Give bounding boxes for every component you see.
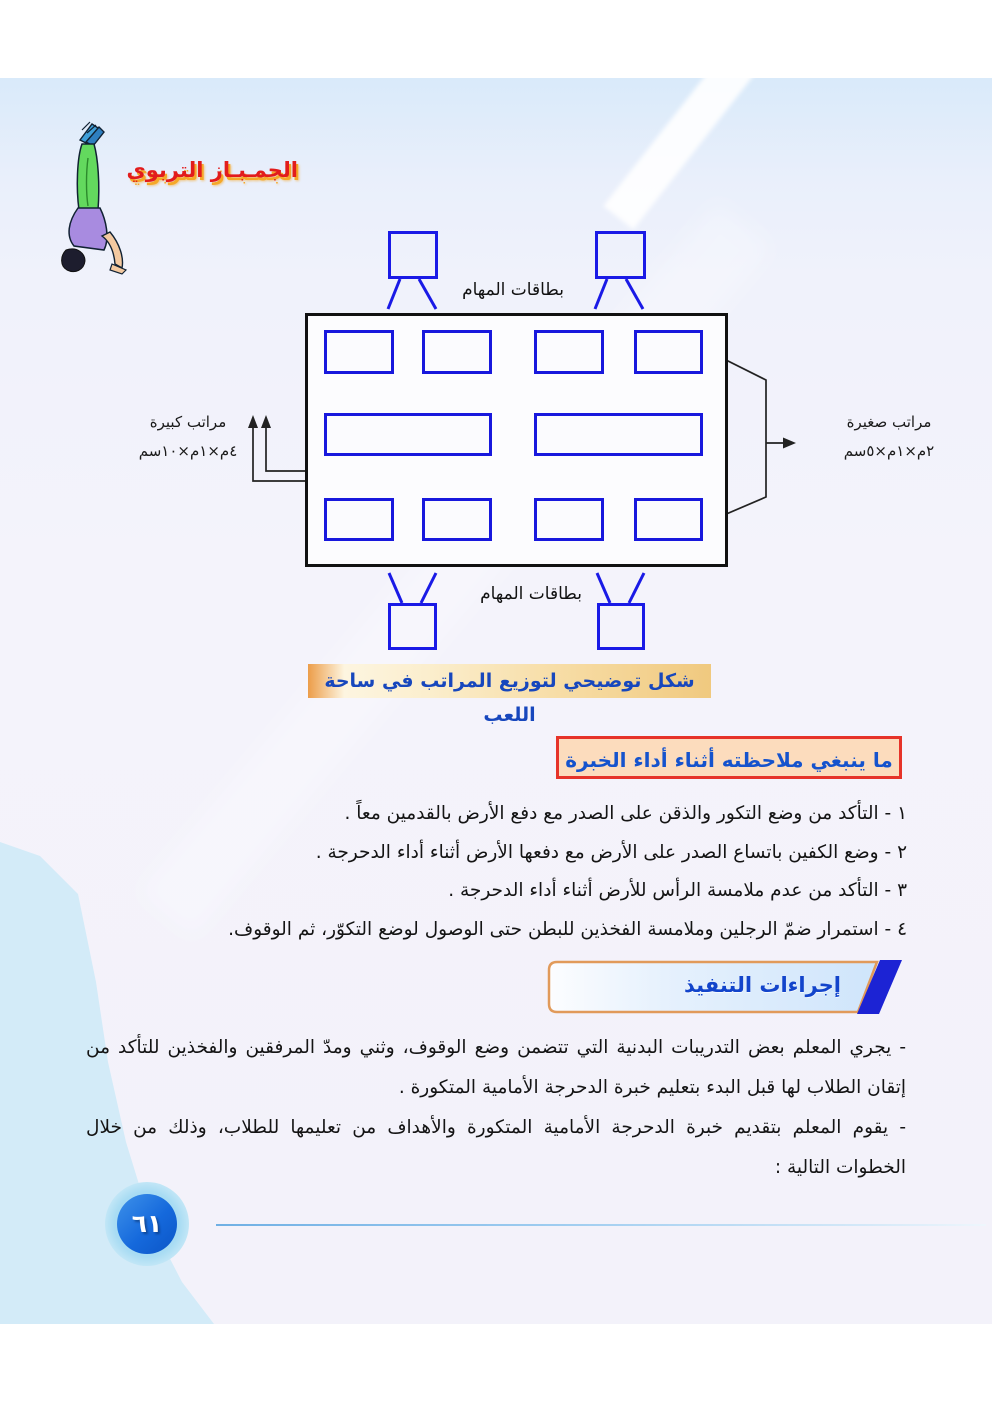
small-mat <box>422 330 492 374</box>
figure-caption: شكل توضيحي لتوزيع المراتب في ساحة اللعب <box>308 664 711 698</box>
task-card-stand <box>595 231 646 279</box>
procedures-paragraphs <box>86 1028 906 1188</box>
small-mat <box>634 498 703 541</box>
large-mat <box>324 413 492 456</box>
observation-item: ٣ - التأكد من عدم ملامسة الرأس للأرض أثناء أداء الدحرجة . <box>448 880 907 901</box>
small-mat <box>534 498 604 541</box>
page-title: الجمـبـاز التربوي <box>126 158 298 182</box>
task-card-stand <box>388 231 438 279</box>
small-mat <box>324 498 394 541</box>
page-number: ٦١ <box>117 1194 177 1254</box>
small-mat <box>422 498 492 541</box>
small-mat <box>534 330 604 374</box>
footer-divider <box>216 1224 986 1226</box>
small-mats-name: مراتب صغيرة <box>846 413 932 431</box>
procedures-paragraph: - يقوم المعلم بتقديم خبرة الدحرجة الأمامية المتكورة والأهداف من تعليمها للطلاب، وذلك من خلال الخطوات التالية : <box>86 1117 906 1178</box>
large-mats-size: ٤م×١م×١٠سم <box>138 442 238 460</box>
procedures-section-banner <box>545 958 913 1016</box>
gymnast-headstand-icon <box>52 118 132 278</box>
procedures-paragraph: - يجري المعلم بعض التدريبات البدنية التي تتضمن وضع الوقوف، وثني ومدّ المرفقين والفخذين للتأكد من إتقان الطلاب لها قبل البدء بتعليم خبرة الدحرجة الأمامية المتكورة . <box>86 1037 906 1098</box>
large-mats-name: مراتب كبيرة <box>149 413 227 431</box>
observation-section-title: ما ينبغي ملاحظته أثناء أداء الخبرة <box>556 736 902 779</box>
task-card-stand <box>388 603 437 650</box>
task-cards-label-top: بطاقات المهام <box>462 280 564 300</box>
large-mats-label <box>132 408 244 466</box>
task-card-stand <box>597 603 645 650</box>
observation-item: ٢ - وضع الكفين باتساع الصدر على الأرض مع دفعها الأرض أثناء أداء الدحرجة . <box>315 841 907 863</box>
small-mats-size: ٢م×١م×٥سم <box>843 442 935 460</box>
procedures-section-title: إجراءات التنفيذ <box>684 973 841 997</box>
observation-item: ١ - التأكد من وضع التكور والذقن على الصدر مع دفع الأرض بالقدمين معاً . <box>344 803 907 824</box>
small-mat <box>324 330 394 374</box>
observation-item: ٤ - استمرار ضمّ الرجلين وملامسة الفخذين للبطن حتى الوصول لوضع التكوّر، ثم الوقوف. <box>228 918 907 940</box>
large-mat <box>534 413 703 456</box>
small-mat <box>634 330 703 374</box>
small-mats-label <box>822 408 956 466</box>
task-cards-label-bottom: بطاقات المهام <box>480 584 582 604</box>
page-number-badge <box>105 1182 189 1266</box>
observation-list <box>85 795 907 949</box>
